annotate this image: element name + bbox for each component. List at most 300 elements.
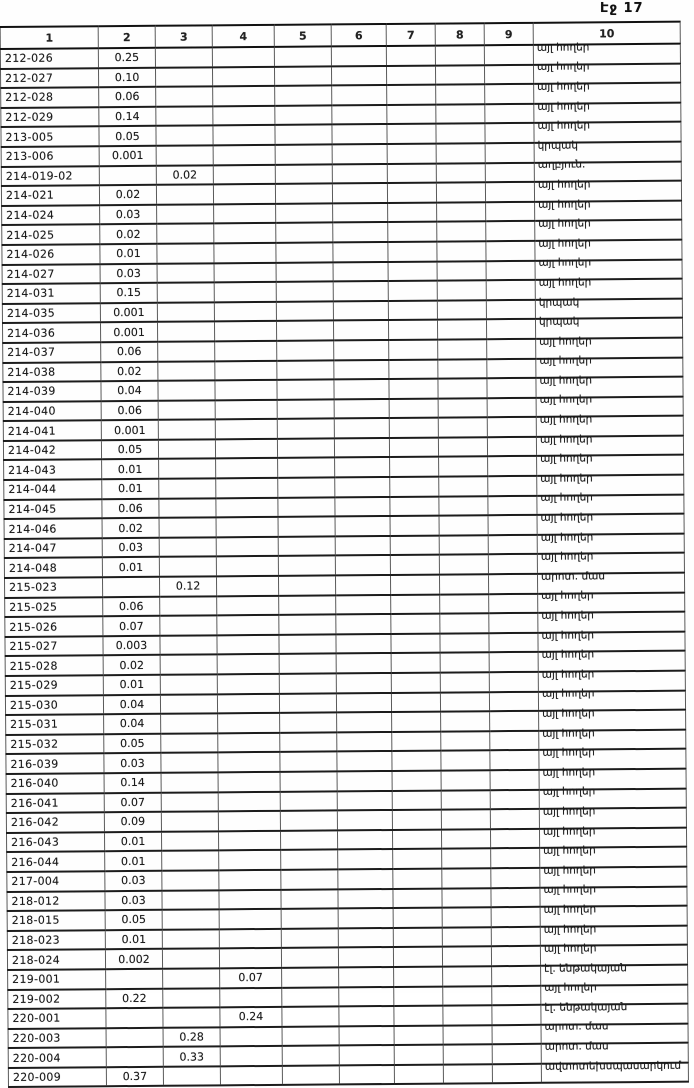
empty-cell <box>486 300 535 320</box>
empty-cell <box>274 66 331 86</box>
land-use-cell <box>541 1059 688 1084</box>
empty-cell <box>491 868 540 888</box>
empty-cell <box>442 927 491 947</box>
area-col2-cell: 0.01 <box>102 557 159 577</box>
land-use-label: այլ հողեր <box>539 354 592 368</box>
area-col2-cell: 0.02 <box>101 361 158 381</box>
area-col3-cell <box>156 145 213 165</box>
empty-cell <box>389 379 438 399</box>
land-use-label: այլ հողեր <box>543 883 597 897</box>
empty-cell <box>386 65 435 85</box>
area-col2-cell: 0.05 <box>101 440 158 460</box>
land-use-label: այլ հողեր <box>542 746 595 759</box>
area-col2-cell: 0.01 <box>105 930 162 950</box>
land-use-label: այլ հողեր <box>536 60 590 74</box>
empty-cell <box>489 633 538 653</box>
empty-cell <box>437 261 486 281</box>
area-col2-cell: 0.03 <box>105 890 162 910</box>
empty-cell <box>335 477 390 497</box>
area-col4-cell <box>213 106 275 126</box>
empty-cell <box>276 282 333 302</box>
empty-cell <box>278 497 335 517</box>
empty-cell <box>333 203 388 223</box>
empty-cell <box>436 143 485 163</box>
empty-cell <box>438 339 487 359</box>
empty-cell <box>489 613 538 633</box>
area-col2-cell: 0.10 <box>98 67 155 87</box>
empty-cell <box>387 144 436 164</box>
area-col2-cell: 0.06 <box>103 596 160 616</box>
area-col4-cell <box>213 145 275 165</box>
area-col2-cell: 0.01 <box>100 244 157 264</box>
empty-cell <box>489 593 538 613</box>
empty-cell <box>339 1006 394 1026</box>
area-col2-cell: 0.04 <box>103 694 160 714</box>
area-col2-cell: 0.09 <box>104 812 161 832</box>
area-col3-cell <box>158 341 215 361</box>
land-use-label: այլ հողեր <box>537 80 590 93</box>
area-col3-cell <box>161 811 218 831</box>
area-col2-cell: 0.01 <box>102 479 159 499</box>
empty-cell <box>282 987 339 1007</box>
parcel-code-cell: 215-030 <box>5 695 103 715</box>
area-col2-cell: 0.14 <box>104 773 161 793</box>
empty-cell <box>275 105 332 125</box>
area-col3-cell: 0.28 <box>163 1027 220 1047</box>
parcel-code-cell: 212-027 <box>0 68 98 88</box>
area-col3-cell <box>161 772 218 792</box>
empty-cell <box>278 575 335 595</box>
empty-cell <box>337 830 392 850</box>
empty-cell <box>333 281 388 301</box>
empty-cell <box>436 124 485 144</box>
empty-cell <box>334 418 389 438</box>
empty-cell <box>391 633 440 653</box>
empty-cell <box>390 496 439 516</box>
empty-cell <box>394 966 443 986</box>
empty-cell <box>392 731 441 751</box>
empty-cell <box>282 967 339 987</box>
empty-cell <box>443 1044 492 1064</box>
land-use-label: այլ հողեր <box>537 178 591 191</box>
area-col2-cell: 0.04 <box>101 381 158 401</box>
area-col4-cell <box>216 517 278 537</box>
empty-cell <box>390 555 439 575</box>
area-col4-cell <box>216 576 278 596</box>
empty-cell <box>487 378 536 398</box>
area-col2-cell: 0.06 <box>102 498 159 518</box>
empty-cell <box>438 417 487 437</box>
empty-cell <box>337 810 392 830</box>
empty-cell <box>335 575 390 595</box>
empty-cell <box>490 750 539 770</box>
area-col3-cell <box>163 1007 220 1027</box>
land-use-label: կրպակ <box>538 296 580 309</box>
empty-cell <box>282 1006 339 1026</box>
empty-cell <box>485 162 534 182</box>
empty-cell <box>492 1064 541 1084</box>
empty-cell <box>439 515 488 535</box>
parcel-code-cell: 214-041 <box>3 421 101 441</box>
empty-cell <box>436 182 485 202</box>
empty-cell <box>437 280 486 300</box>
empty-cell <box>333 262 388 282</box>
area-col4-cell <box>220 987 282 1007</box>
empty-cell <box>334 359 389 379</box>
area-col3-cell <box>156 126 213 146</box>
parcel-code-cell: 212-029 <box>1 107 99 127</box>
empty-cell <box>441 770 490 790</box>
empty-cell <box>332 164 387 184</box>
empty-cell <box>277 399 334 419</box>
empty-cell <box>276 242 333 262</box>
area-col3-cell <box>157 282 214 302</box>
parcel-code-cell: 214-038 <box>3 362 101 382</box>
empty-cell <box>439 535 488 555</box>
land-use-label: այլ հողեր <box>538 256 592 270</box>
empty-cell <box>281 928 338 948</box>
area-col3-cell <box>159 498 216 518</box>
land-use-label: կրպակ <box>537 139 579 152</box>
area-col4-cell <box>216 498 278 518</box>
empty-cell <box>437 222 486 242</box>
empty-cell <box>339 1065 394 1085</box>
empty-cell <box>388 261 437 281</box>
parcel-code-cell: 212-028 <box>1 87 99 107</box>
land-use-label: այլ հողեր <box>536 41 590 54</box>
area-col2-cell: 0.003 <box>103 636 160 656</box>
area-col3-cell <box>162 929 219 949</box>
land-use-label: կրպակ <box>538 315 580 328</box>
area-col2-cell: 0.02 <box>99 185 156 205</box>
parcel-code-cell: 216-039 <box>6 754 104 774</box>
empty-cell <box>487 398 536 418</box>
empty-cell <box>487 358 536 378</box>
area-col2-cell <box>106 1008 163 1028</box>
empty-cell <box>443 1064 492 1084</box>
empty-cell <box>276 223 333 243</box>
empty-cell <box>492 1005 541 1025</box>
land-use-label: այլ հողեր <box>543 864 596 877</box>
parcel-code-cell: 219-002 <box>8 989 106 1009</box>
empty-cell <box>281 948 338 968</box>
empty-cell <box>333 320 388 340</box>
empty-cell <box>280 732 337 752</box>
empty-cell <box>440 672 489 692</box>
land-use-label: աղբյուն. <box>537 158 586 172</box>
empty-cell <box>490 829 539 849</box>
parcel-code-cell: 218-024 <box>7 950 105 970</box>
empty-cell <box>442 868 491 888</box>
empty-cell <box>436 163 485 183</box>
empty-cell <box>389 359 438 379</box>
area-col3-cell <box>157 322 214 342</box>
empty-cell <box>488 554 537 574</box>
empty-cell <box>337 751 392 771</box>
area-col2-cell: 0.001 <box>100 322 157 342</box>
area-col4-cell <box>213 184 275 204</box>
empty-cell <box>335 457 390 477</box>
empty-cell <box>486 260 535 280</box>
area-col2-cell: 0.03 <box>100 205 157 225</box>
empty-cell <box>332 183 387 203</box>
empty-cell <box>487 339 536 359</box>
empty-cell <box>339 967 394 987</box>
area-col2-cell: 0.06 <box>99 87 156 107</box>
empty-cell <box>490 711 539 731</box>
empty-cell <box>334 438 389 458</box>
empty-cell <box>282 1026 339 1046</box>
empty-cell <box>276 301 333 321</box>
empty-cell <box>332 124 387 144</box>
empty-cell <box>436 84 485 104</box>
empty-cell <box>280 771 337 791</box>
land-use-label: այլ հողեր <box>542 785 596 799</box>
land-use-label: այլ հողեր <box>539 433 593 446</box>
land-use-label: այլ հողեր <box>541 668 595 681</box>
empty-cell <box>277 360 334 380</box>
empty-cell <box>441 731 490 751</box>
parcel-code-cell: 216-040 <box>6 773 104 793</box>
area-col4-cell <box>220 1046 282 1066</box>
empty-cell <box>277 380 334 400</box>
area-col2-cell: 0.03 <box>100 263 157 283</box>
empty-cell <box>486 319 535 339</box>
area-col4-cell <box>214 302 276 322</box>
column-header-10: 10 <box>533 22 680 45</box>
empty-cell <box>441 790 490 810</box>
empty-cell <box>442 849 491 869</box>
area-col4-cell <box>218 772 280 792</box>
empty-cell <box>277 438 334 458</box>
area-col2-cell: 0.02 <box>103 655 160 675</box>
empty-cell <box>440 613 489 633</box>
empty-cell <box>275 86 332 106</box>
empty-cell <box>277 419 334 439</box>
area-col2-cell: 0.06 <box>101 342 158 362</box>
area-col4-cell <box>212 47 274 67</box>
area-col4-cell: 0.24 <box>220 1007 282 1027</box>
empty-cell <box>275 184 332 204</box>
empty-cell <box>279 654 336 674</box>
empty-cell <box>492 1024 541 1044</box>
area-col3-cell <box>158 420 215 440</box>
empty-cell <box>390 477 439 497</box>
empty-cell <box>389 340 438 360</box>
empty-cell <box>390 457 439 477</box>
empty-cell <box>485 182 534 202</box>
empty-cell <box>392 829 441 849</box>
empty-cell <box>279 634 336 654</box>
empty-cell <box>387 85 436 105</box>
empty-cell <box>489 691 538 711</box>
column-header-9: 9 <box>484 23 533 45</box>
area-col2-cell: 0.01 <box>103 675 160 695</box>
land-use-label: էլ. ենթակայան <box>544 1001 628 1014</box>
area-col4-cell <box>216 537 278 557</box>
empty-cell <box>278 536 335 556</box>
parcel-code-cell: 220-004 <box>8 1048 106 1068</box>
area-col2-cell: 0.04 <box>104 714 161 734</box>
area-col3-cell <box>161 753 218 773</box>
empty-cell <box>334 399 389 419</box>
empty-cell <box>280 752 337 772</box>
empty-cell <box>488 515 537 535</box>
empty-cell <box>484 45 533 65</box>
empty-cell <box>334 340 389 360</box>
area-col3-cell <box>161 831 218 851</box>
parcel-code-cell: 213-006 <box>1 146 99 166</box>
empty-cell <box>391 594 440 614</box>
column-header-3: 3 <box>155 25 212 47</box>
area-col4-cell <box>219 870 281 890</box>
area-col3-cell <box>156 87 213 107</box>
area-col2-cell: 0.01 <box>102 459 159 479</box>
land-use-label: այլ հողեր <box>544 981 597 995</box>
empty-cell <box>392 810 441 830</box>
area-col3-cell <box>158 400 215 420</box>
empty-cell <box>435 65 484 85</box>
area-col4-cell <box>215 439 277 459</box>
empty-cell <box>388 202 437 222</box>
empty-cell <box>440 633 489 653</box>
parcel-code-cell: 216-043 <box>6 832 104 852</box>
empty-cell <box>278 556 335 576</box>
area-col2-cell <box>106 969 163 989</box>
area-col2-cell: 0.05 <box>104 734 161 754</box>
empty-cell <box>280 811 337 831</box>
empty-cell <box>279 673 336 693</box>
empty-cell <box>333 222 388 242</box>
area-col4-cell <box>213 164 275 184</box>
parcel-code-cell: 214-019-02 <box>1 166 99 186</box>
empty-cell <box>332 105 387 125</box>
empty-cell <box>486 280 535 300</box>
land-use-label: այլ հողեր <box>541 628 595 642</box>
area-col4-cell <box>214 204 276 224</box>
empty-cell <box>338 849 393 869</box>
area-col2-cell: 0.25 <box>98 48 155 68</box>
empty-cell <box>276 262 333 282</box>
land-use-label: այլ հողեր <box>543 903 597 916</box>
area-col4-cell <box>216 556 278 576</box>
empty-cell <box>389 437 438 457</box>
empty-cell <box>440 692 489 712</box>
area-col2-cell: 0.14 <box>99 107 156 127</box>
empty-cell <box>491 907 540 927</box>
empty-cell <box>338 869 393 889</box>
column-header-2: 2 <box>98 26 155 48</box>
empty-cell <box>492 966 541 986</box>
parcel-code-cell: 214-042 <box>3 440 101 460</box>
empty-cell <box>438 378 487 398</box>
area-col3-cell <box>160 674 217 694</box>
empty-cell <box>387 124 436 144</box>
empty-cell <box>488 476 537 496</box>
empty-cell <box>437 320 486 340</box>
land-use-label: այլ հողեր <box>542 824 596 838</box>
empty-cell <box>335 497 390 517</box>
parcel-code-cell: 215-023 <box>4 577 102 597</box>
parcel-table <box>0 21 689 1088</box>
empty-cell <box>336 634 391 654</box>
land-use-label: այլ հողեր <box>540 511 594 524</box>
empty-cell <box>438 398 487 418</box>
empty-cell <box>492 985 541 1005</box>
land-use-label: այլ հողեր <box>539 393 593 407</box>
empty-cell <box>279 615 336 635</box>
empty-cell <box>282 1046 339 1066</box>
area-col2-cell: 0.06 <box>101 400 158 420</box>
empty-cell <box>388 242 437 262</box>
empty-cell <box>275 144 332 164</box>
land-use-label: այլ հողեր <box>539 413 593 426</box>
empty-cell <box>280 830 337 850</box>
area-col4-cell <box>212 66 274 86</box>
parcel-code-cell: 214-047 <box>4 538 102 558</box>
area-col4-cell <box>218 791 280 811</box>
land-use-label: այլ հողեր <box>537 119 591 132</box>
land-use-label: արոտ. մաս <box>540 570 606 583</box>
empty-cell <box>393 888 442 908</box>
empty-cell <box>276 203 333 223</box>
area-col4-cell <box>216 458 278 478</box>
area-col3-cell <box>157 224 214 244</box>
empty-cell <box>281 850 338 870</box>
area-col3-cell <box>160 655 217 675</box>
empty-cell <box>393 947 442 967</box>
parcel-code-cell: 214-040 <box>3 401 101 421</box>
column-header-8: 8 <box>435 23 484 45</box>
area-col3-cell <box>159 557 216 577</box>
empty-cell <box>338 908 393 928</box>
empty-cell <box>485 123 534 143</box>
area-col3-cell <box>162 890 219 910</box>
parcel-code-cell: 218-012 <box>7 891 105 911</box>
parcel-code-cell: 216-041 <box>6 793 104 813</box>
empty-cell <box>333 301 388 321</box>
empty-cell <box>393 849 442 869</box>
empty-cell <box>277 340 334 360</box>
empty-cell <box>439 476 488 496</box>
area-col4-cell <box>217 693 279 713</box>
empty-cell <box>334 379 389 399</box>
empty-cell <box>488 535 537 555</box>
land-use-label: էլ. ենթակայան <box>544 961 627 975</box>
page-number-label: Էջ 17 <box>600 1 644 16</box>
empty-cell <box>390 535 439 555</box>
parcel-code-cell: 214-037 <box>3 342 101 362</box>
empty-cell <box>390 575 439 595</box>
parcel-code-cell: 213-005 <box>1 127 99 147</box>
area-col3-cell <box>156 106 213 126</box>
parcel-code-cell: 216-044 <box>7 852 105 872</box>
empty-cell <box>438 437 487 457</box>
area-col2-cell: 0.07 <box>103 616 160 636</box>
land-use-label: այլ հողեր <box>540 472 593 485</box>
area-col4-cell <box>217 615 279 635</box>
empty-cell <box>437 300 486 320</box>
area-col3-cell <box>162 909 219 929</box>
parcel-code-cell: 214-031 <box>2 283 100 303</box>
empty-cell <box>393 869 442 889</box>
empty-cell <box>392 790 441 810</box>
area-col3-cell <box>160 635 217 655</box>
land-use-label: այլ հողեր <box>539 335 592 348</box>
area-col3-cell <box>159 518 216 538</box>
empty-cell <box>394 1045 443 1065</box>
empty-cell <box>490 789 539 809</box>
